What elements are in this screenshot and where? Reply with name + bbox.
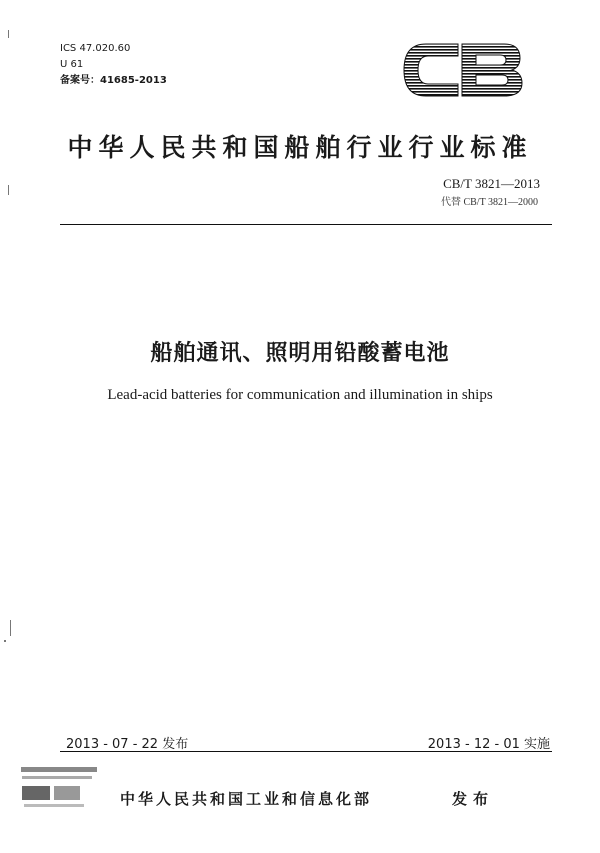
scan-speck	[8, 185, 9, 195]
scan-speck	[4, 640, 6, 642]
document-title: 船舶通讯、照明用铅酸蓄电池	[150, 341, 450, 366]
library-stamp-icon	[20, 764, 98, 812]
scan-speck	[8, 30, 9, 38]
standard-title: 中华人民共和国船舶行业行业标准	[67, 133, 533, 162]
bottom-divider	[60, 751, 552, 752]
implementation-date: 2013 - 12 - 01 实施	[427, 737, 550, 752]
record-number: 备案号：41685-2013	[60, 75, 167, 86]
cb-standard-logo-icon	[400, 40, 524, 100]
category-code: U 61	[60, 59, 84, 70]
document-title-english: Lead-acid batteries for communication and illumination in ships	[107, 387, 493, 403]
issuing-authority: 中华人民共和国工业和信息化部	[120, 790, 373, 808]
scan-speck	[10, 620, 11, 636]
top-divider	[60, 224, 552, 225]
replaces-code: 代替 CB/T 3821—2000	[440, 197, 538, 208]
ics-number: ICS 47.020.60	[60, 43, 131, 54]
issue-label: 发布	[452, 790, 495, 808]
publish-date: 2013 - 07 - 22 发布	[66, 737, 189, 752]
standard-code: CB/T 3821—2013	[443, 176, 540, 191]
